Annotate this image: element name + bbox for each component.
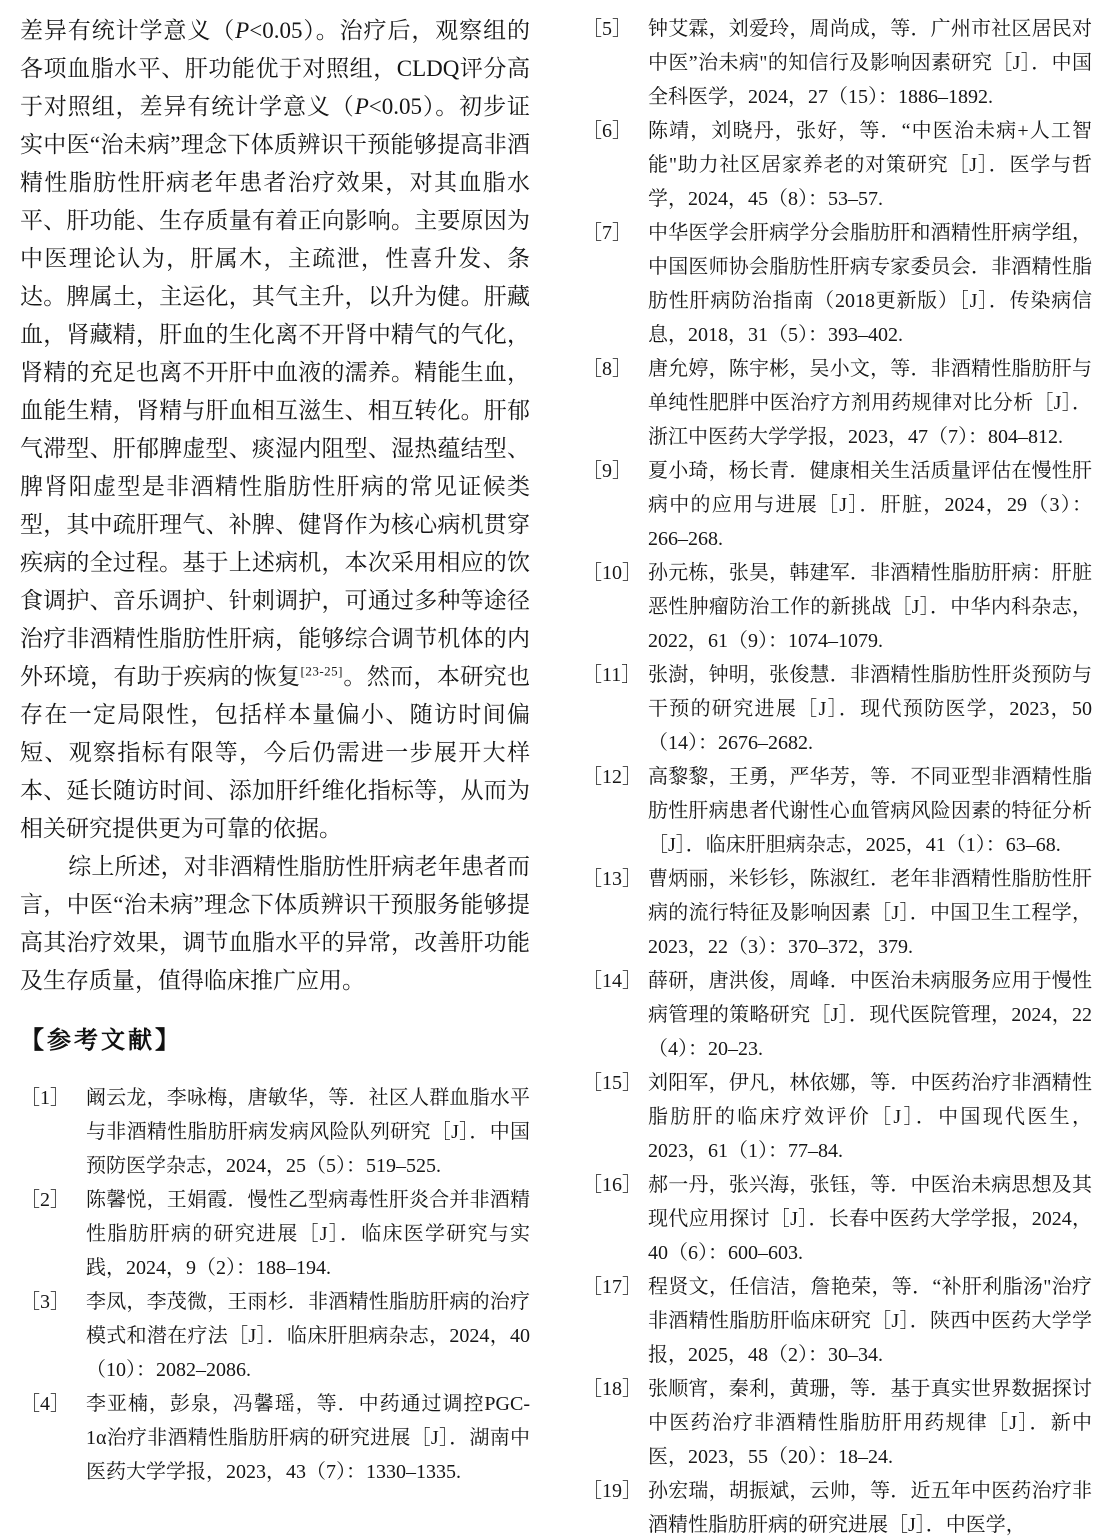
reference-item (20, 1183, 530, 1285)
p-value-symbol: P (235, 18, 250, 43)
reference-text: 唐允婷，陈宇彬，吴小文，等．非酒精性脂肪肝与单纯性肥胖中医治疗方剂用药规律对比分析［J］．浙江中医药大学学报，2023，47（7）：804–812. (648, 358, 1092, 448)
reference-text: 郝一丹，张兴海，张钰，等．中医治未病思想及其现代应用探讨［J］．长春中医药大学学报，2024，40（6）：600–603. (648, 1174, 1092, 1264)
reference-item (582, 114, 1092, 216)
reference-item (582, 1066, 1092, 1168)
reference-item (582, 964, 1092, 1066)
reference-text: 中华医学会肝病学分会脂肪肝和酒精性肝病学组，中国医师协会脂肪性肝病专家委员会．非酒精性脂肪性肝病防治指南（2018更新版）［J］．传染病信息，2018，31（5）：393–402. (648, 222, 1092, 346)
reference-number: ［17］ (582, 1276, 642, 1298)
reference-number: ［2］ (20, 1189, 70, 1211)
paragraph-segment: 差异有统计学意义（ (20, 18, 236, 43)
reference-number: ［16］ (582, 1174, 642, 1196)
reference-text: 陈靖，刘晓丹，张好，等．“中医治未病+人工智能"助力社区居家养老的对策研究［J］．医学与哲学，2024，45（8）：53–57. (648, 120, 1092, 210)
reference-item (20, 1387, 530, 1489)
reference-number: ［9］ (582, 460, 632, 482)
reference-text: 钟艾霖，刘爱玲，周尚成，等．广州市社区居民对中医”治未病"的知信行及影响因素研究［J］．中国全科医学，2024，27（15）：1886–1892. (648, 18, 1092, 108)
citation-marker: [23-25] (300, 663, 343, 679)
reference-number: ［4］ (20, 1393, 70, 1415)
reference-number: ［7］ (582, 222, 632, 244)
p-value-symbol: P (354, 94, 369, 119)
reference-number: ［13］ (582, 868, 642, 890)
reference-item (582, 862, 1092, 964)
reference-item (582, 760, 1092, 862)
conclusion-paragraph: 综上所述，对非酒精性脂肪性肝病老年患者而言，中医“治未病”理念下体质辨识干预服务能够提高其治疗效果，调节血脂水平的异常，改善肝功能及生存质量，值得临床推广应用。 (20, 854, 530, 993)
reference-number: ［1］ (20, 1087, 70, 1109)
reference-item (20, 1081, 530, 1183)
references-heading: 【参考文献】 (20, 1027, 182, 1054)
reference-item (582, 658, 1092, 760)
reference-text: 张顺宵，秦利，黄珊，等．基于真实世界数据探讨中医药治疗非酒精性脂肪肝用药规律［J］．新中医，2023，55（20）：18–24. (648, 1378, 1092, 1468)
reference-text: 孙宏瑞，胡振斌，云帅，等．近五年中医药治疗非酒精性脂肪肝病的研究进展［J］．中医学， (648, 1480, 1092, 1536)
reference-number: ［18］ (582, 1378, 642, 1400)
reference-item (582, 216, 1092, 352)
reference-text: 李亚楠，彭泉，冯馨瑶，等．中药通过调控PGC-1α治疗非酒精性脂肪肝病的研究进展［J］．湖南中医药大学学报，2023，43（7）：1330–1335. (86, 1393, 530, 1483)
reference-number: ［3］ (20, 1291, 70, 1313)
reference-item (582, 454, 1092, 556)
reference-number: ［6］ (582, 120, 632, 142)
reference-text: 孙元栋，张昊，韩建军．非酒精性脂肪肝病：肝脏恶性肿瘤防治工作的新挑战［J］．中华内科杂志，2022，61（9）：1074–1079. (648, 562, 1092, 652)
reference-item (582, 556, 1092, 658)
paragraph-segment: 。然而，本研究也存在一定局限性，包括样本量偏小、随访时间偏短、观察指标有限等，今后仍需进一步展开大样本、延长随访时间、添加肝纤维化指标等，从而为相关研究提供更为可靠的依据。 (20, 664, 530, 841)
reference-item (582, 1372, 1092, 1474)
left-column (20, 12, 530, 1540)
reference-number: ［19］ (582, 1480, 642, 1502)
reference-text: 李凤，李茂微，王雨杉．非酒精性脂肪肝病的治疗模式和潜在疗法［J］．临床肝胆病杂志，2024，40（10）：2082–2086. (86, 1291, 530, 1381)
reference-number: ［15］ (582, 1072, 642, 1094)
reference-text: 阚云龙，李咏梅，唐敏华，等．社区人群血脂水平与非酒精性脂肪肝病发病风险队列研究［J］．中国预防医学杂志，2024，25（5）：519–525. (86, 1087, 530, 1177)
reference-item (20, 1285, 530, 1387)
reference-number: ［14］ (582, 970, 642, 992)
reference-number: ［8］ (582, 358, 632, 380)
reference-item (582, 12, 1092, 114)
reference-text: 陈馨悦，王娟霞．慢性乙型病毒性肝炎合并非酒精性脂肪肝病的研究进展［J］．临床医学研究与实践，2024，9（2）：188–194. (86, 1189, 530, 1279)
right-column (582, 12, 1092, 1540)
reference-text: 刘阳军，伊凡，林依娜，等．中医药治疗非酒精性脂肪肝的临床疗效评价［J］．中国现代医生，2023，61（1）：77–84. (648, 1072, 1092, 1162)
reference-text: 高黎黎，王勇，严华芳，等．不同亚型非酒精性脂肪性肝病患者代谢性心血管病风险因素的特征分析［J］．临床肝胆病杂志，2025，41（1）：63–68. (648, 766, 1092, 856)
paragraph-segment: <0.05）。治疗后，观察组的各项血脂水平、肝功能优于对照组，CLDQ评分高于对照组，差异有统计学意义（ (20, 18, 530, 119)
reference-text: 曹炳丽，米钐钐，陈淑红．老年非酒精性脂肪性肝病的流行特征及影响因素［J］．中国卫生工程学，2023，22（3）：370–372，379. (648, 868, 1092, 958)
reference-item (582, 352, 1092, 454)
reference-number: ［12］ (582, 766, 642, 788)
references-list-right (582, 12, 1092, 1540)
reference-number: ［5］ (582, 18, 632, 40)
discussion-paragraph (20, 12, 530, 848)
reference-item (582, 1270, 1092, 1372)
reference-text: 张澍，钟明，张俊慧．非酒精性脂肪性肝炎预防与干预的研究进展［J］．现代预防医学，2023，50（14）：2676–2682. (648, 664, 1092, 754)
reference-item (582, 1474, 1092, 1540)
reference-text: 夏小琦，杨长青．健康相关生活质量评估在慢性肝病中的应用与进展［J］．肝脏，2024，29（3）：266–268. (648, 460, 1092, 550)
reference-number: ［10］ (582, 562, 642, 584)
paragraph-segment: <0.05）。初步证实中医“治未病”理念下体质辨识干预能够提高非酒精性脂肪性肝病老年患者治疗效果，对其血脂水平、肝功能、生存质量有着正向影响。主要原因为中医理论认为，肝属木，主疏泄，性喜升发、条达。脾属土，主运化，其气主升，以升为健。肝藏血，肾藏精，肝血的生化离不开肾中精气的气化，肾精的充足也离不开肝中血液的濡养。精能生血，血能生精，肾精与肝血相互滋生、相互转化。肝郁气滞型、肝郁脾虚型、痰湿内阻型、湿热蕴结型、脾肾阳虚型是非酒精性脂肪性肝病的常见证候类型，其中疏肝理气、补脾、健肾作为核心病机贯穿疾病的全过程。基于上述病机，本次采用相应的饮食调护、音乐调护、针刺调护，可通过多种等途径治疗非酒精性脂肪性肝病，能够综合调节机体的内外环境，有助于疾病的恢复 (20, 94, 530, 689)
references-list-left (20, 1081, 530, 1489)
reference-text: 程贤文，任信洁，詹艳荣，等．“补肝利脂汤"治疗非酒精性脂肪肝临床研究［J］．陕西中医药大学学报，2025，48（2）：30–34. (648, 1276, 1092, 1366)
reference-item (582, 1168, 1092, 1270)
reference-number: ［11］ (582, 664, 642, 686)
reference-text: 薛研，唐洪俊，周峰．中医治未病服务应用于慢性病管理的策略研究［J］．现代医院管理，2024，22（4）：20–23. (648, 970, 1092, 1060)
